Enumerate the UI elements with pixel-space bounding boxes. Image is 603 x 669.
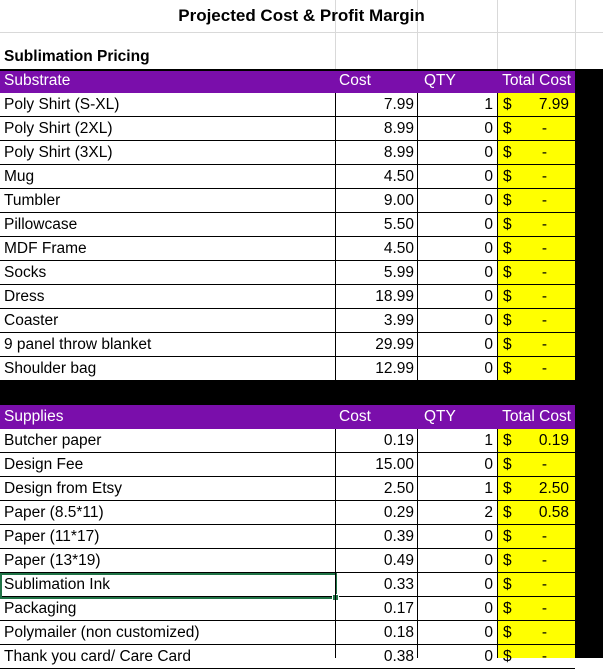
- substrate-item-cell[interactable]: Poly Shirt (S-XL): [4, 96, 120, 113]
- substrate-currency-cell[interactable]: $: [503, 312, 512, 329]
- supplies-total-cell[interactable]: -: [541, 624, 547, 641]
- substrate-cost-cell[interactable]: 5.99: [383, 264, 414, 281]
- table-row: [0, 117, 603, 141]
- supplies-cost-cell[interactable]: 0.38: [383, 648, 414, 665]
- supplies-cost-cell[interactable]: 0.19: [383, 432, 414, 449]
- supplies-cost-cell[interactable]: 0.29: [383, 504, 414, 521]
- supplies-currency-cell[interactable]: $: [503, 528, 512, 545]
- supplies-total-cell[interactable]: -: [541, 456, 547, 473]
- substrate-currency-cell[interactable]: $: [503, 192, 512, 209]
- substrate-item-cell[interactable]: MDF Frame: [4, 240, 87, 257]
- substrate-qty-cell[interactable]: 0: [484, 312, 493, 329]
- supplies-currency-cell[interactable]: $: [503, 576, 512, 593]
- supplies-total-cell[interactable]: 2.50: [538, 480, 569, 497]
- substrate-cost-cell[interactable]: 8.99: [383, 120, 414, 137]
- substrate-item-cell[interactable]: 9 panel throw blanket: [4, 336, 152, 353]
- table-row: [0, 309, 603, 333]
- substrate-cost-cell[interactable]: 3.99: [383, 312, 414, 329]
- supplies-item-cell[interactable]: Design from Etsy: [4, 480, 123, 497]
- substrate-item-cell[interactable]: Dress: [4, 288, 45, 305]
- substrate-currency-cell[interactable]: $: [503, 288, 512, 305]
- col-header-qty[interactable]: QTY: [424, 72, 456, 89]
- table-row: [0, 429, 603, 453]
- supplies-cost-cell[interactable]: 0.33: [383, 576, 414, 593]
- supplies-cost-cell[interactable]: 0.49: [383, 552, 414, 569]
- supplies-currency-cell[interactable]: $: [503, 600, 512, 617]
- substrate-cost-cell[interactable]: 8.99: [383, 144, 414, 161]
- table-row: [0, 549, 603, 573]
- substrate-total-cell[interactable]: 7.99: [538, 96, 569, 113]
- substrate-cost-cell[interactable]: 18.99: [375, 288, 414, 305]
- substrate-item-cell[interactable]: Coaster: [4, 312, 59, 329]
- supplies-currency-cell[interactable]: $: [503, 504, 512, 521]
- col-header-total[interactable]: Total Cost: [502, 72, 571, 89]
- substrate-cost-cell[interactable]: 5.50: [383, 216, 414, 233]
- column-border: [497, 93, 498, 381]
- supplies-currency-cell[interactable]: $: [503, 432, 512, 449]
- supplies-item-cell[interactable]: Design Fee: [4, 456, 84, 473]
- substrate-currency-cell[interactable]: $: [503, 144, 512, 161]
- substrate-item-cell[interactable]: Poly Shirt (2XL): [4, 120, 113, 137]
- table-row: [0, 645, 603, 669]
- substrate-qty-cell[interactable]: 0: [484, 144, 493, 161]
- substrate-total-cell[interactable]: -: [541, 216, 547, 233]
- supplies-cost-cell[interactable]: 2.50: [383, 480, 414, 497]
- substrate-qty-cell[interactable]: 0: [484, 336, 493, 353]
- substrate-qty-cell[interactable]: 0: [484, 360, 493, 377]
- supplies-qty-cell[interactable]: 1: [484, 432, 493, 449]
- supplies-total-cell[interactable]: -: [541, 648, 547, 665]
- supplies-qty-cell[interactable]: 0: [484, 600, 493, 617]
- supplies-item-cell[interactable]: Thank you card/ Care Card: [4, 648, 191, 665]
- supplies-qty-cell[interactable]: 0: [484, 456, 493, 473]
- supplies-item-cell[interactable]: Sublimation Ink: [4, 576, 110, 593]
- substrate-total-cell[interactable]: -: [541, 144, 547, 161]
- substrate-cost-cell[interactable]: 12.99: [375, 360, 414, 377]
- substrate-qty-cell[interactable]: 0: [484, 192, 493, 209]
- supplies-item-cell[interactable]: Paper (8.5*11): [4, 504, 104, 521]
- substrate-qty-cell[interactable]: 1: [484, 96, 493, 113]
- section-divider: [0, 381, 603, 405]
- col-header-supplies[interactable]: Supplies: [4, 408, 64, 425]
- page-title: Projected Cost & Profit Margin: [178, 6, 425, 25]
- supplies-cost-cell[interactable]: 0.39: [383, 528, 414, 545]
- column-border: [497, 429, 498, 658]
- substrate-total-cell[interactable]: -: [541, 168, 547, 185]
- col-header-total-supplies[interactable]: Total Cost: [502, 408, 571, 425]
- column-border: [335, 93, 336, 381]
- substrate-cost-cell[interactable]: 9.00: [383, 192, 414, 209]
- table-row: [0, 525, 603, 549]
- table-row: [0, 621, 603, 645]
- substrate-item-cell[interactable]: Socks: [4, 264, 47, 281]
- substrate-qty-cell[interactable]: 0: [484, 168, 493, 185]
- table-row: [0, 501, 603, 525]
- substrate-currency-cell[interactable]: $: [503, 264, 512, 281]
- substrate-currency-cell[interactable]: $: [503, 96, 512, 113]
- column-border: [417, 429, 418, 658]
- col-header-substrate[interactable]: Substrate: [4, 72, 71, 89]
- supplies-item-cell[interactable]: Polymailer (non customized): [4, 624, 200, 641]
- supplies-currency-cell[interactable]: $: [503, 480, 512, 497]
- supplies-qty-cell[interactable]: 1: [484, 480, 493, 497]
- supplies-item-cell[interactable]: Butcher paper: [4, 432, 102, 449]
- supplies-qty-cell[interactable]: 0: [484, 576, 493, 593]
- substrate-total-cell[interactable]: -: [541, 120, 547, 137]
- supplies-item-cell[interactable]: Packaging: [4, 600, 77, 617]
- substrate-currency-cell[interactable]: $: [503, 120, 512, 137]
- supplies-currency-cell[interactable]: $: [503, 552, 512, 569]
- supplies-qty-cell[interactable]: 0: [484, 648, 493, 665]
- supplies-total-cell[interactable]: 0.58: [538, 504, 569, 521]
- substrate-currency-cell[interactable]: $: [503, 336, 512, 353]
- supplies-qty-cell[interactable]: 0: [484, 552, 493, 569]
- table-row: [0, 453, 603, 477]
- substrate-total-cell[interactable]: -: [541, 264, 547, 281]
- cell-selection[interactable]: [0, 573, 337, 599]
- supplies-total-cell[interactable]: -: [541, 600, 547, 617]
- substrate-total-cell[interactable]: -: [541, 312, 547, 329]
- substrate-cost-cell[interactable]: 7.99: [383, 96, 414, 113]
- supplies-qty-cell[interactable]: 0: [484, 624, 493, 641]
- supplies-currency-cell[interactable]: $: [503, 648, 512, 665]
- substrate-cost-cell[interactable]: 4.50: [383, 240, 414, 257]
- col-header-cost-supplies[interactable]: Cost: [339, 408, 371, 425]
- substrate-cost-cell[interactable]: 4.50: [383, 168, 414, 185]
- substrate-item-cell[interactable]: Mug: [4, 168, 35, 185]
- substrate-qty-cell[interactable]: 0: [484, 216, 493, 233]
- col-header-cost[interactable]: Cost: [339, 72, 371, 89]
- table-row: [0, 333, 603, 357]
- col-header-qty-supplies[interactable]: QTY: [424, 408, 456, 425]
- supplies-item-cell[interactable]: Paper (13*19): [4, 552, 101, 569]
- substrate-total-cell[interactable]: -: [541, 336, 547, 353]
- substrate-item-cell[interactable]: Pillowcase: [4, 216, 78, 233]
- supplies-total-cell[interactable]: 0.19: [538, 432, 569, 449]
- row-border: [0, 380, 575, 381]
- supplies-item-cell[interactable]: Paper (11*17): [4, 528, 100, 545]
- supplies-cost-cell[interactable]: 15.00: [375, 456, 414, 473]
- column-border: [417, 93, 418, 381]
- substrate-currency-cell[interactable]: $: [503, 360, 512, 377]
- substrate-item-cell[interactable]: Poly Shirt (3XL): [4, 144, 113, 161]
- substrate-cost-cell[interactable]: 29.99: [375, 336, 414, 353]
- table-row: [0, 189, 603, 213]
- substrate-currency-cell[interactable]: $: [503, 240, 512, 257]
- table-row: [0, 261, 603, 285]
- substrate-qty-cell[interactable]: 0: [484, 288, 493, 305]
- supplies-currency-cell[interactable]: $: [503, 624, 512, 641]
- substrate-total-cell[interactable]: -: [541, 360, 547, 377]
- supplies-total-cell[interactable]: -: [541, 576, 547, 593]
- table-row: [0, 477, 603, 501]
- substrate-item-cell[interactable]: Tumbler: [4, 192, 61, 209]
- table-row: [0, 93, 603, 117]
- substrate-item-cell[interactable]: Shoulder bag: [4, 360, 97, 377]
- substrate-total-cell[interactable]: -: [541, 240, 547, 257]
- column-border: [335, 429, 336, 658]
- table-row: [0, 141, 603, 165]
- table-row: [0, 285, 603, 309]
- substrate-qty-cell[interactable]: 0: [484, 240, 493, 257]
- substrate-total-cell[interactable]: -: [541, 288, 547, 305]
- table-row: [0, 597, 603, 621]
- supplies-qty-cell[interactable]: 2: [484, 504, 493, 521]
- table-row: [0, 237, 603, 261]
- supplies-qty-cell[interactable]: 0: [484, 528, 493, 545]
- table-row: [0, 165, 603, 189]
- substrate-qty-cell[interactable]: 0: [484, 120, 493, 137]
- supplies-currency-cell[interactable]: $: [503, 456, 512, 473]
- table-row: [0, 357, 603, 381]
- substrate-qty-cell[interactable]: 0: [484, 264, 493, 281]
- substrate-total-cell[interactable]: -: [541, 192, 547, 209]
- supplies-total-cell[interactable]: -: [541, 552, 547, 569]
- table-row: [0, 213, 603, 237]
- section-label: Sublimation Pricing: [4, 48, 150, 65]
- supplies-total-cell[interactable]: -: [541, 528, 547, 545]
- supplies-cost-cell[interactable]: 0.17: [383, 600, 414, 617]
- supplies-cost-cell[interactable]: 0.18: [383, 624, 414, 641]
- substrate-currency-cell[interactable]: $: [503, 168, 512, 185]
- substrate-currency-cell[interactable]: $: [503, 216, 512, 233]
